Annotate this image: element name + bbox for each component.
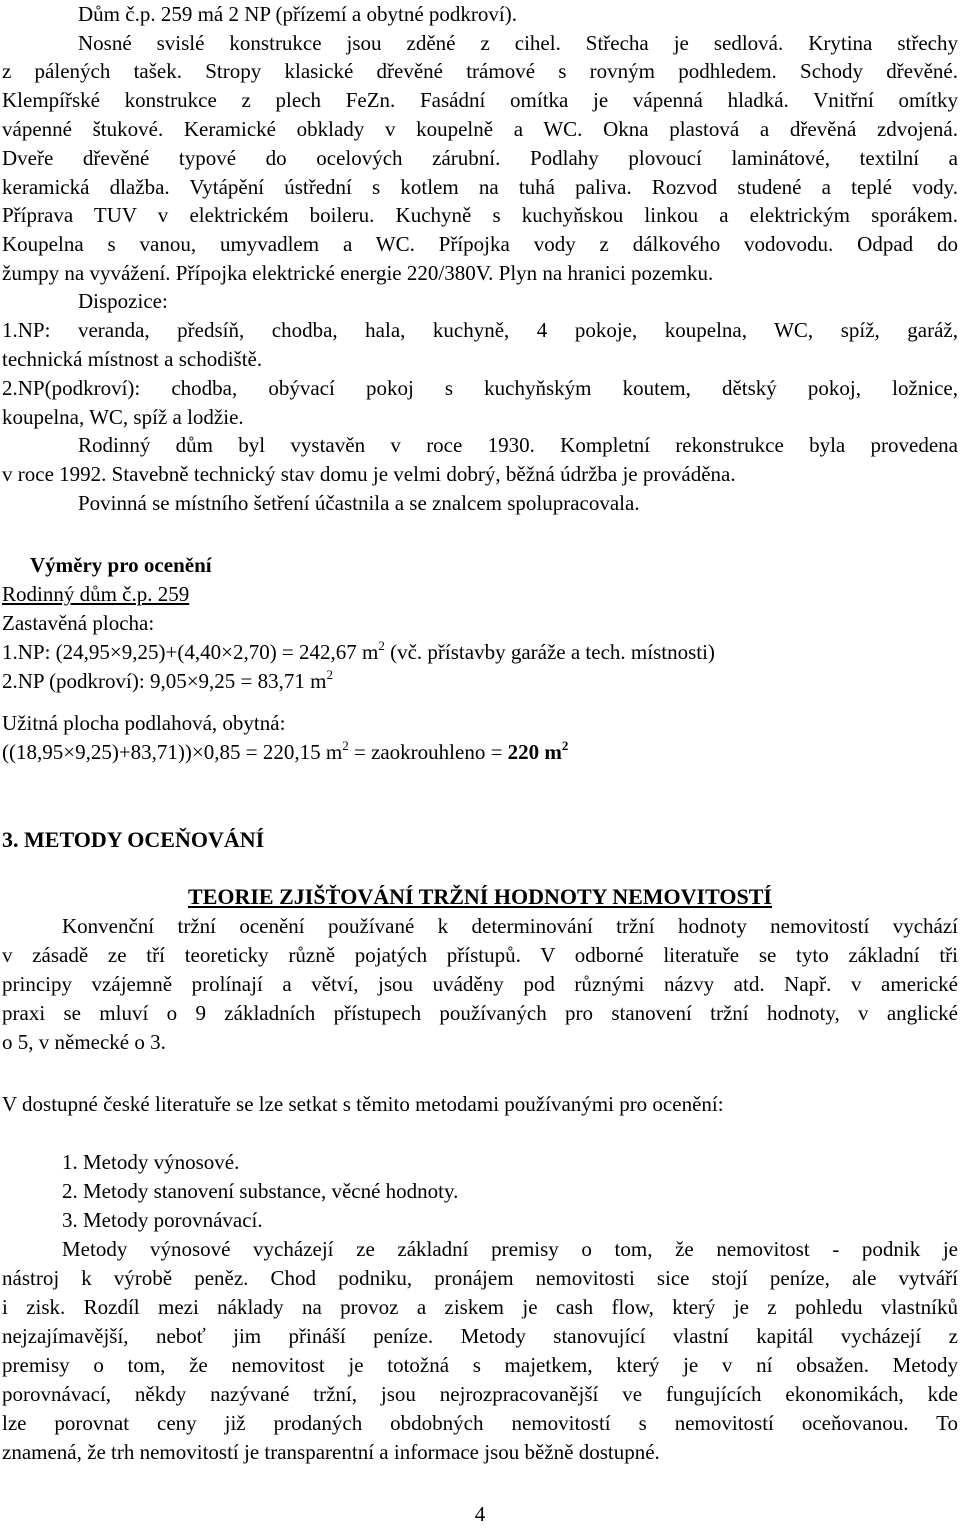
text-line: znamená, že trh nemovitostí je transparentní a informace jsou běžně dostupné. xyxy=(2,1440,660,1464)
uzitna-formula: ((18,95×9,25)+83,71))×0,85 = 220,15 $m^2$ = zaokrouhleno = 220 $m^2$ xyxy=(2,738,569,764)
text-line: o 5, v německé o 3. xyxy=(2,1030,166,1054)
text-line: z pálených tašek. Stropy klasické dřevěné trámové s rovným podhledem. Schody dřevěné. xyxy=(2,59,958,83)
text-line: principy vzájemně prolínají a větví, jsou uváděny pod různými názvy atd. Např. v americké xyxy=(2,972,958,996)
text-line: Dům č.p. 259 má 2 NP (přízemí a obytné podkroví). xyxy=(78,2,517,26)
text-line: nejzajímavější, neboť jim přináší peníze. Metody stanovující vlastní kapitál vycházejí z xyxy=(2,1324,958,1348)
text-line: 1.NP: veranda, předsíň, chodba, hala, kuchyně, 4 pokoje, koupelna, WC, spíž, garáž, xyxy=(2,318,958,342)
text-line: Povinná se místního šetření účastnila a se znalcem spolupracovala. xyxy=(78,491,640,515)
vymery-heading: Výměry pro ocenění xyxy=(30,553,212,577)
text-line: technická místnost a schodiště. xyxy=(2,347,263,371)
text-line: Konvenční tržní ocenění používané k determinování tržní hodnoty nemovitostí vychází xyxy=(62,914,958,938)
section-title: 3. METODY OCEŇOVÁNÍ xyxy=(2,827,265,852)
vymery-subject: Rodinný dům č.p. 259 xyxy=(2,582,190,606)
text-line: Koupelna s vanou, umyvadlem a WC. Přípojka vody z dálkového vodovodu. Odpad do xyxy=(2,232,958,256)
text-line: porovnávací, někdy nazývané tržní, jsou nejrozpracovanější ve fungujících ekonomikách, kde xyxy=(2,1382,958,1406)
page-number: 4 xyxy=(474,1502,486,1526)
text-line: praxi se mluví o 9 základních přístupech používaných pro stanovení tržní hodnoty, v anglické xyxy=(2,1001,958,1025)
text-line: koupelna, WC, spíž a lodžie. xyxy=(2,405,244,429)
text-line: Nosné svislé konstrukce jsou zděné z cihel. Střecha je sedlová. Krytina střechy xyxy=(78,31,958,55)
text-line: i zisk. Rozdíl mezi náklady na provoz a ziskem je cash flow, který je z pohledu vlastníků xyxy=(2,1295,958,1319)
text-line: Metody výnosové vycházejí ze základní premisy o tom, že nemovitost - podnik je xyxy=(62,1237,958,1261)
text-line: žumpy na vyvážení. Přípojka elektrické energie 220/380V. Plyn na hranici pozemku. xyxy=(2,261,714,285)
text-line: v roce 1992. Stavebně technický stav domu je velmi dobrý, běžná údržba je prováděna. xyxy=(2,462,736,486)
text-line: V dostupné české literatuře se lze setkat s těmito metodami používanými pro ocenění: xyxy=(2,1092,724,1116)
text-line: Dispozice: xyxy=(78,289,168,313)
section-subtitle: TEORIE ZJIŠŤOVÁNÍ TRŽNÍ HODNOTY NEMOVITOSTÍ xyxy=(188,884,772,909)
text-line: nástroj k výrobě peněz. Chod podniku, pronájem nemovitosti sice stojí peníze, ale vytváří xyxy=(2,1266,958,1290)
text-line: Dveře dřevěné typové do ocelových zárubní. Podlahy plovoucí laminátové, textilní a xyxy=(2,146,958,170)
text-line: premisy o tom, že nemovitost je totožná s majetkem, který je v ní obsažen. Metody xyxy=(2,1353,958,1377)
area-2np: 2.NP (podkroví): 9,05×9,25 = 83,71 $m^2$ xyxy=(2,667,333,693)
list-item: 1. Metody výnosové. xyxy=(62,1150,240,1174)
text-line: Klempířské konstrukce z plech FeZn. Fasádní omítka je vápenná hladká. Vnitřní omítky xyxy=(2,88,958,112)
text-line: vápenné štukové. Keramické obklady v koupelně a WC. Okna plastová a dřevěná zdvojená. xyxy=(2,117,958,141)
text-line: Příprava TUV v elektrickém boileru. Kuchyně s kuchyňskou linkou a elektrickým sporákem. xyxy=(2,203,958,227)
list-item: 3. Metody porovnávací. xyxy=(62,1208,263,1232)
list-item: 2. Metody stanovení substance, věcné hodnoty. xyxy=(62,1179,459,1203)
area-1np: 1.NP: (24,95×9,25)+(4,40×2,70) = 242,67 $m^2$ (vč. přístavby garáže a tech. místnosti) xyxy=(2,638,715,664)
uzitna-label: Užitná plocha podlahová, obytná: xyxy=(2,711,286,735)
text-line: Rodinný dům byl vystavěn v roce 1930. Kompletní rekonstrukce byla provedena xyxy=(78,433,958,457)
text-line: keramická dlažba. Vytápění ústřední s kotlem na tuhá paliva. Rozvod studené a teplé vody. xyxy=(2,175,958,199)
text-line: lze porovnat ceny již prodaných obdobných nemovitostí s nemovitostí oceňovanou. To xyxy=(2,1411,958,1435)
text-line: 2.NP(podkroví): chodba, obývací pokoj s kuchyňským koutem, dětský pokoj, ložnice, xyxy=(2,376,958,400)
text-line: v zásadě ze tří teoreticky různě pojatých přístupů. V odborné literatuře se tyto základní tři xyxy=(2,943,958,967)
zastavena-label: Zastavěná plocha: xyxy=(2,611,155,635)
